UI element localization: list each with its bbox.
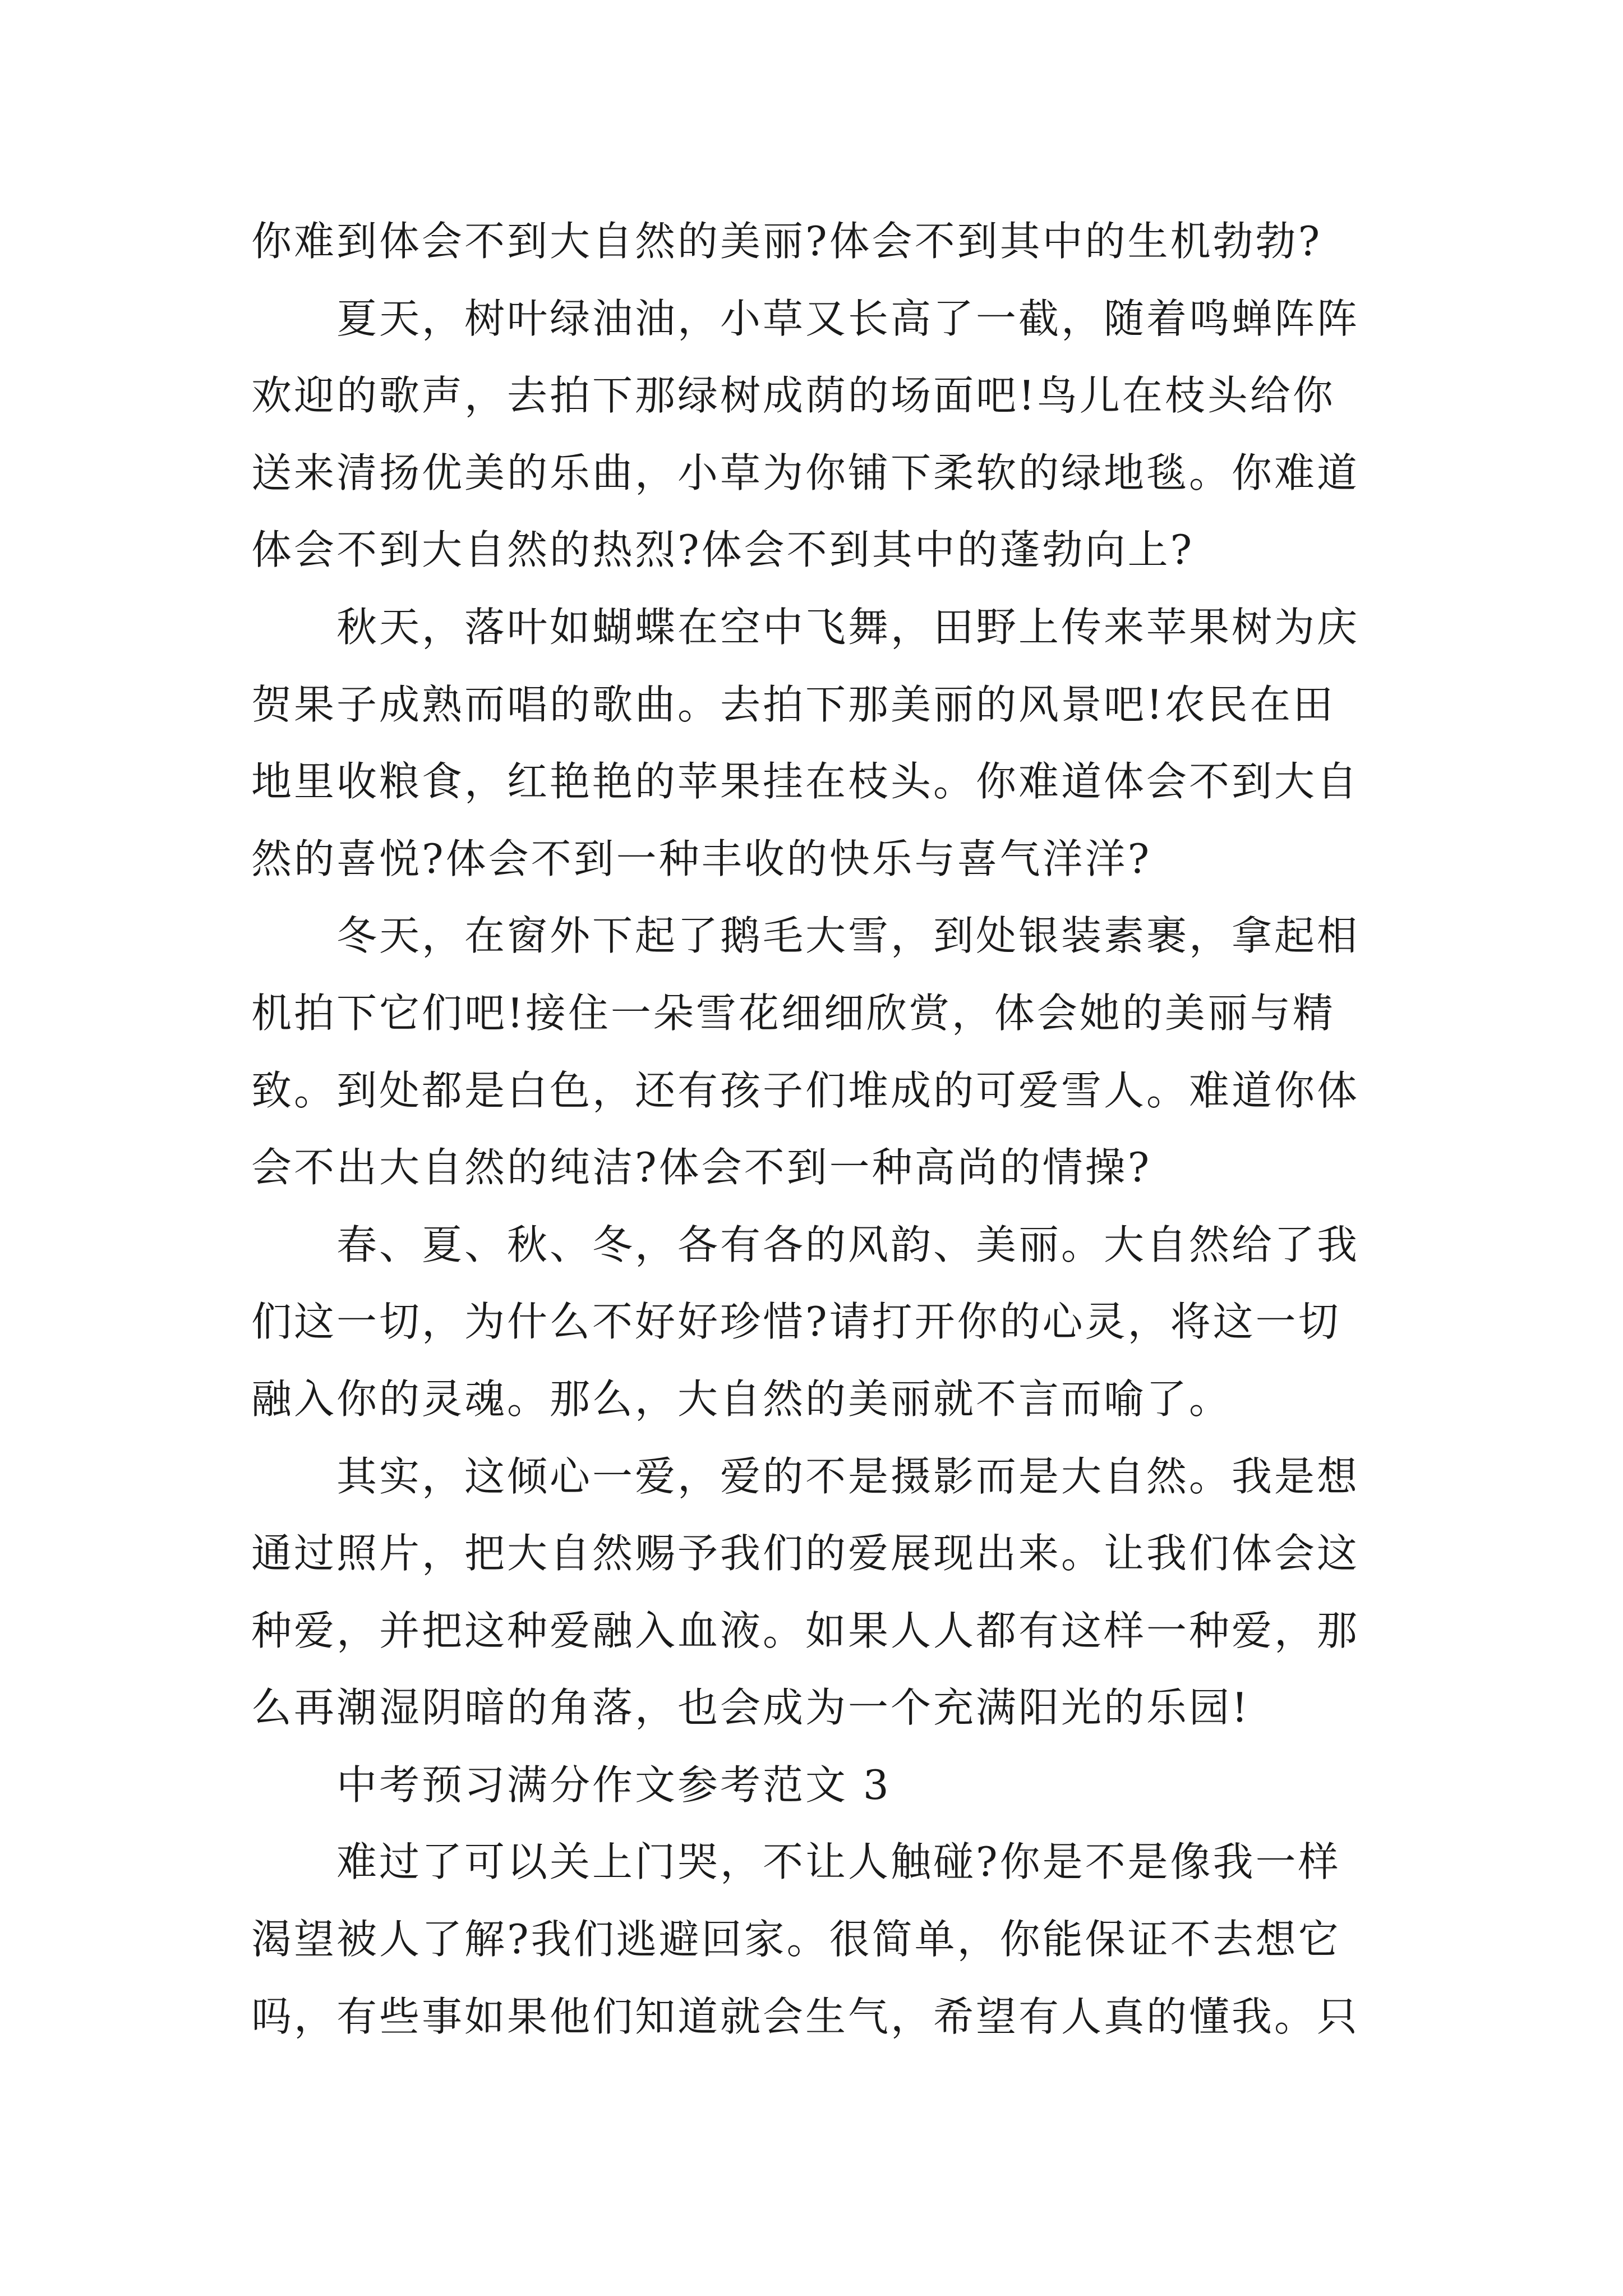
text-line: 其实，这倾心一爱，爱的不是摄影而是大自然。我是想 — [336, 1452, 1360, 1500]
text-line: 送来清扬优美的乐曲，小草为你铺下柔软的绿地毯。你难道 — [251, 449, 1360, 496]
text-line: 融入你的灵魂。那么，大自然的美丽就不言而喻了。 — [251, 1375, 1232, 1423]
text-line: 难过了可以关上门哭，不让人触碰?你是不是像我一样 — [336, 1838, 1341, 1886]
text-line: 夏天，树叶绿油油，小草又长高了一截，随着鸣蝉阵阵 — [336, 295, 1360, 342]
text-line: 会不出大自然的纯洁?体会不到一种高尚的情操? — [251, 1144, 1152, 1191]
text-line: 致。到处都是白色，还有孩子们堆成的可爱雪人。难道你体 — [251, 1066, 1360, 1114]
text-line: 秋天，落叶如蝴蝶在空中飞舞，田野上传来苹果树为庆 — [336, 603, 1360, 651]
text-line: 欢迎的歌声，去拍下那绿树成荫的场面吧!鸟儿在枝头给你 — [251, 372, 1335, 420]
section-heading: 中考预习满分作文参考范文 3 — [336, 1761, 891, 1809]
text-line: 然的喜悦?体会不到一种丰收的快乐与喜气洋洋? — [251, 835, 1152, 882]
text-line: 种爱，并把这种爱融入血液。如果人人都有这样一种爱，那 — [251, 1607, 1360, 1654]
text-line: 机拍下它们吧!接住一朵雪花细细欣赏，体会她的美丽与精 — [251, 989, 1335, 1037]
text-line: 渴望被人了解?我们逃避回家。很简单，你能保证不去想它 — [251, 1916, 1341, 1963]
text-line: 么再潮湿阴暗的角落，也会成为一个充满阳光的乐园! — [251, 1684, 1250, 1732]
text-line: 春、夏、秋、冬，各有各的风韵、美丽。大自然给了我 — [336, 1221, 1360, 1268]
body-text — [251, 203, 1384, 2055]
text-line: 通过照片，把大自然赐予我们的爱展现出来。让我们体会这 — [251, 1530, 1360, 1577]
text-line: 你难到体会不到大自然的美丽?体会不到其中的生机勃勃? — [251, 218, 1322, 265]
text-line: 们这一切，为什么不好好珍惜?请打开你的心灵，将这一切 — [251, 1298, 1341, 1346]
text-line: 地里收粮食，红艳艳的苹果挂在枝头。你难道体会不到大自 — [251, 758, 1360, 806]
text-line: 吗，有些事如果他们知道就会生气，希望有人真的懂我。只 — [251, 1993, 1360, 2040]
text-line: 体会不到大自然的热烈?体会不到其中的蓬勃向上? — [251, 526, 1195, 574]
text-line: 贺果子成熟而唱的歌曲。去拍下那美丽的风景吧!农民在田 — [251, 680, 1335, 728]
text-line: 冬天，在窗外下起了鹅毛大雪，到处银装素裹，拿起相 — [336, 912, 1360, 960]
